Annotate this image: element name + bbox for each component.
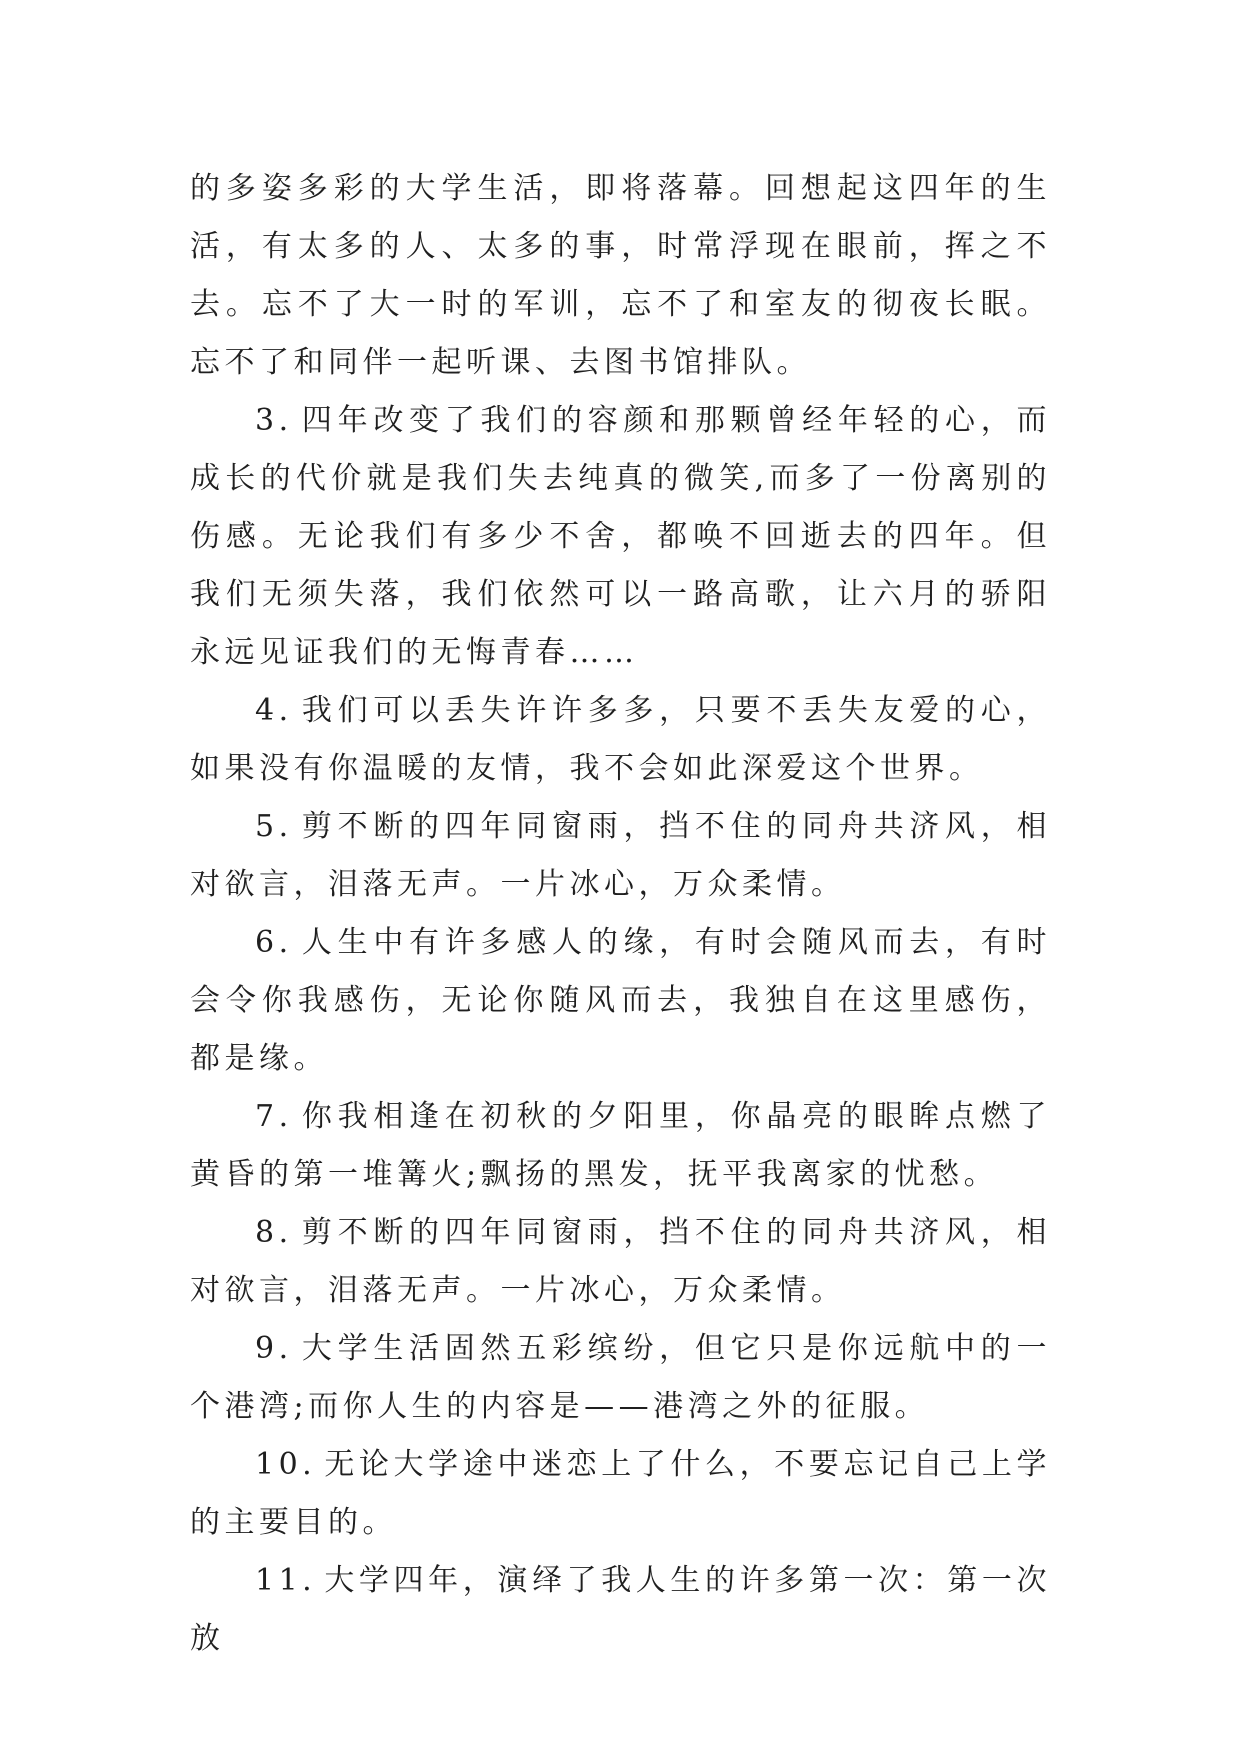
paragraph-text: 四年改变了我们的容颜和那颗曾经年轻的心，而成长的代价就是我们失去纯真的微笑,而多了一份离别的伤感。无论我们有多少不舍，都唤不回逝去的四年。但我们无须失落，我们依然可以一路高歌，让六月的骄阳永远见证我们的无悔青春……	[190, 403, 1051, 670]
paragraph-text: 人生中有许多感人的缘，有时会随风而去，有时会令你我感伤，无论你随风而去，我独自在这里感伤，都是缘。	[190, 925, 1051, 1076]
paragraph-number: 6.	[255, 925, 293, 960]
paragraph-number: 3.	[255, 403, 293, 438]
paragraph-number: 9.	[255, 1331, 293, 1366]
paragraph-text: 大学四年，演绎了我人生的许多第一次：第一次放	[190, 1563, 1051, 1656]
paragraph-text: 无论大学途中迷恋上了什么，不要忘记自己上学的主要目的。	[190, 1447, 1051, 1540]
paragraph-continued	[190, 160, 1051, 392]
paragraph-number: 4.	[255, 693, 293, 728]
paragraph-text: 剪不断的四年同窗雨，挡不住的同舟共济风，相对欲言，泪落无声。一片冰心，万众柔情。	[190, 809, 1051, 902]
paragraph-text: 你我相逢在初秋的夕阳里，你晶亮的眼眸点燃了黄昏的第一堆篝火;飘扬的黑发，抚平我离家的忧愁。	[190, 1099, 1051, 1192]
paragraph-text: 剪不断的四年同窗雨，挡不住的同舟共济风，相对欲言，泪落无声。一片冰心，万众柔情。	[190, 1215, 1051, 1308]
paragraph-8	[190, 1204, 1051, 1320]
paragraph-text: 的多姿多彩的大学生活，即将落幕。回想起这四年的生活，有太多的人、太多的事，时常浮现在眼前，挥之不去。忘不了大一时的军训，忘不了和室友的彻夜长眠。忘不了和同伴一起听课、去图书馆排队。	[190, 171, 1051, 380]
paragraph-number: 7.	[255, 1099, 293, 1134]
document-body	[190, 160, 1051, 1668]
paragraph-10	[190, 1436, 1051, 1552]
paragraph-3	[190, 392, 1051, 682]
paragraph-number: 11.	[255, 1563, 317, 1598]
paragraph-4	[190, 682, 1051, 798]
paragraph-text: 大学生活固然五彩缤纷，但它只是你远航中的一个港湾;而你人生的内容是——港湾之外的征服。	[190, 1331, 1051, 1424]
paragraph-number: 8.	[255, 1215, 293, 1250]
paragraph-5	[190, 798, 1051, 914]
paragraph-9	[190, 1320, 1051, 1436]
paragraph-number: 5.	[255, 809, 293, 844]
paragraph-number: 10.	[255, 1447, 317, 1482]
paragraph-7	[190, 1088, 1051, 1204]
paragraph-11	[190, 1552, 1051, 1668]
paragraph-text: 我们可以丢失许许多多，只要不丢失友爱的心，如果没有你温暖的友情，我不会如此深爱这个世界。	[190, 693, 1051, 786]
paragraph-6	[190, 914, 1051, 1088]
